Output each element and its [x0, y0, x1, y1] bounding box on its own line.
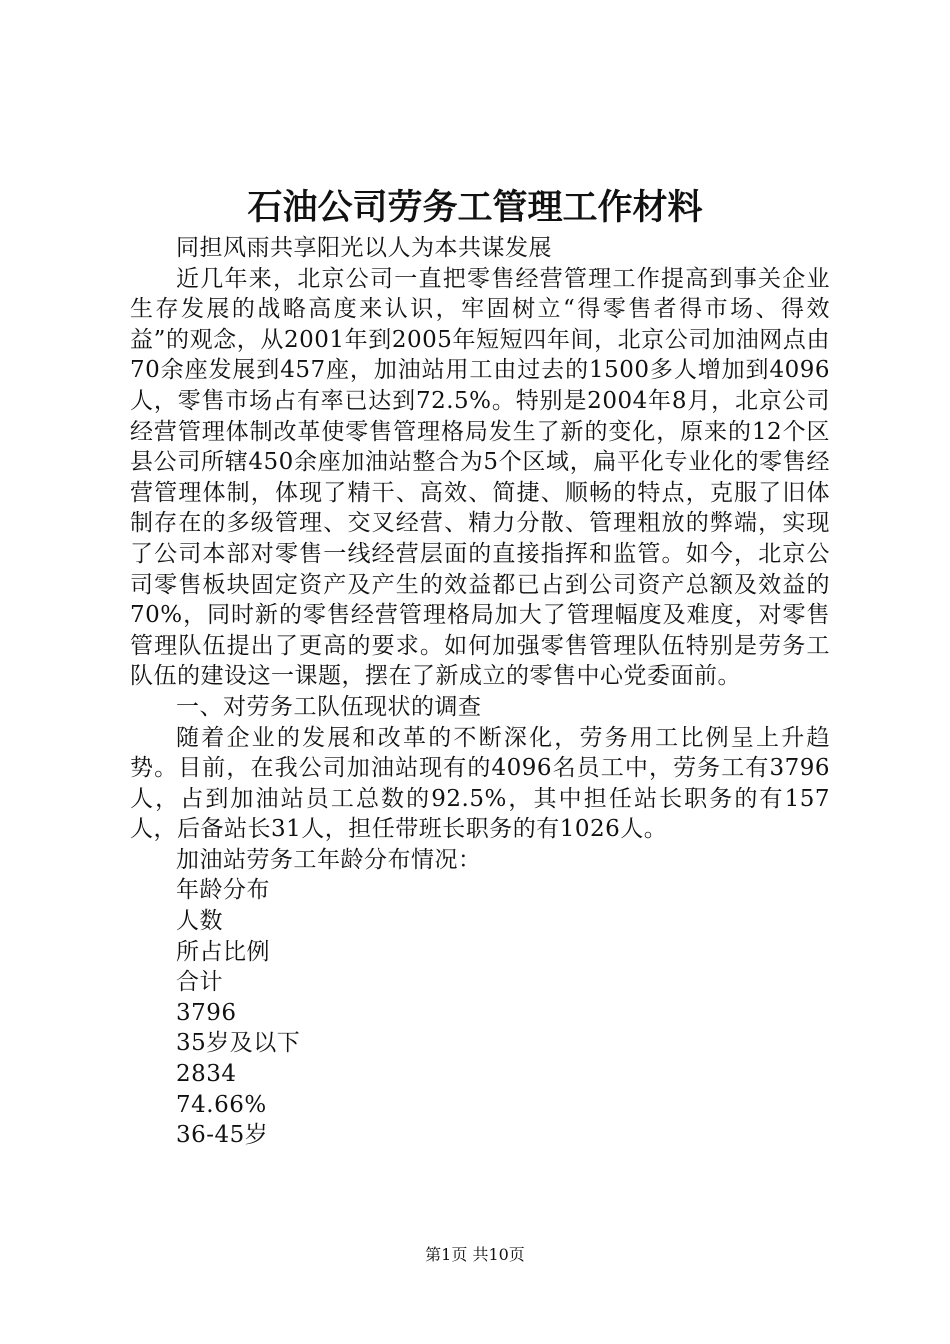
table-cell-total-value: 3796: [176, 999, 237, 1026]
survey-paragraph: 随着企业的发展和改革的不断深化，劳务用工比例呈上升趋势。目前，在我公司加油站现有的4096名员工中，劳务工有3796人，占到加油站员工总数的92.5%，其中担任站长职务的有157人，后备站长31人，担任带班长职务的有1026人。: [130, 724, 830, 843]
table-header-ratio: 所占比例: [176, 938, 270, 965]
age-distribution-intro: 加油站劳务工年龄分布情况：: [176, 846, 482, 873]
document-body: [130, 233, 830, 1151]
table-cell-age-group: 35岁及以下: [176, 1030, 301, 1057]
intro-paragraph: 近几年来，北京公司一直把零售经营管理工作提高到事关企业生存发展的战略高度来认识，牢固树立“得零售者得市场、得效益”的观念，从2001年到2005年短短四年间，北京公司加油网点由70余座发展到457座，加油站用工由过去的1500多人增加到4096人，零售市场占有率已达到72.5%。特别是2004年8月，北京公司经营管理体制改革使零售管理格局发生了新的变化，原来的12个区县公司所辖450余座加油站整合为5个区域，扁平化专业化的零售经营管理体制，体现了精干、高效、简捷、顺畅的特点，克服了旧体制存在的多级管理、交叉经营、精力分散、管理粗放的弊端，实现了公司本部对零售一线经营层面的直接指挥和监管。如今，北京公司零售板块固定资产及产生的效益都已占到公司资产总额及效益的70%，同时新的零售经营管理格局加大了管理幅度及难度，对零售管理队伍提出了更高的要求。如何加强零售管理队伍特别是劳务工队伍的建设这一课题，摆在了新成立的零售中心党委面前。: [130, 265, 830, 690]
subtitle-paragraph: 同担风雨共享阳光以人为本共谋发展: [176, 235, 552, 261]
table-header-count: 人数: [176, 908, 223, 935]
page-footer: 第1页 共10页: [425, 1245, 525, 1264]
table-cell-total-label: 合计: [176, 969, 223, 996]
table-header-age: 年龄分布: [176, 877, 270, 904]
table-cell-ratio: 74.66%: [176, 1091, 267, 1118]
section-heading: 一、对劳务工队伍现状的调查: [176, 693, 482, 720]
table-cell-count: 2834: [176, 1061, 237, 1088]
table-cell-age-group: 36-45岁: [176, 1122, 269, 1149]
document-title: 石油公司劳务工管理工作材料: [247, 187, 703, 228]
